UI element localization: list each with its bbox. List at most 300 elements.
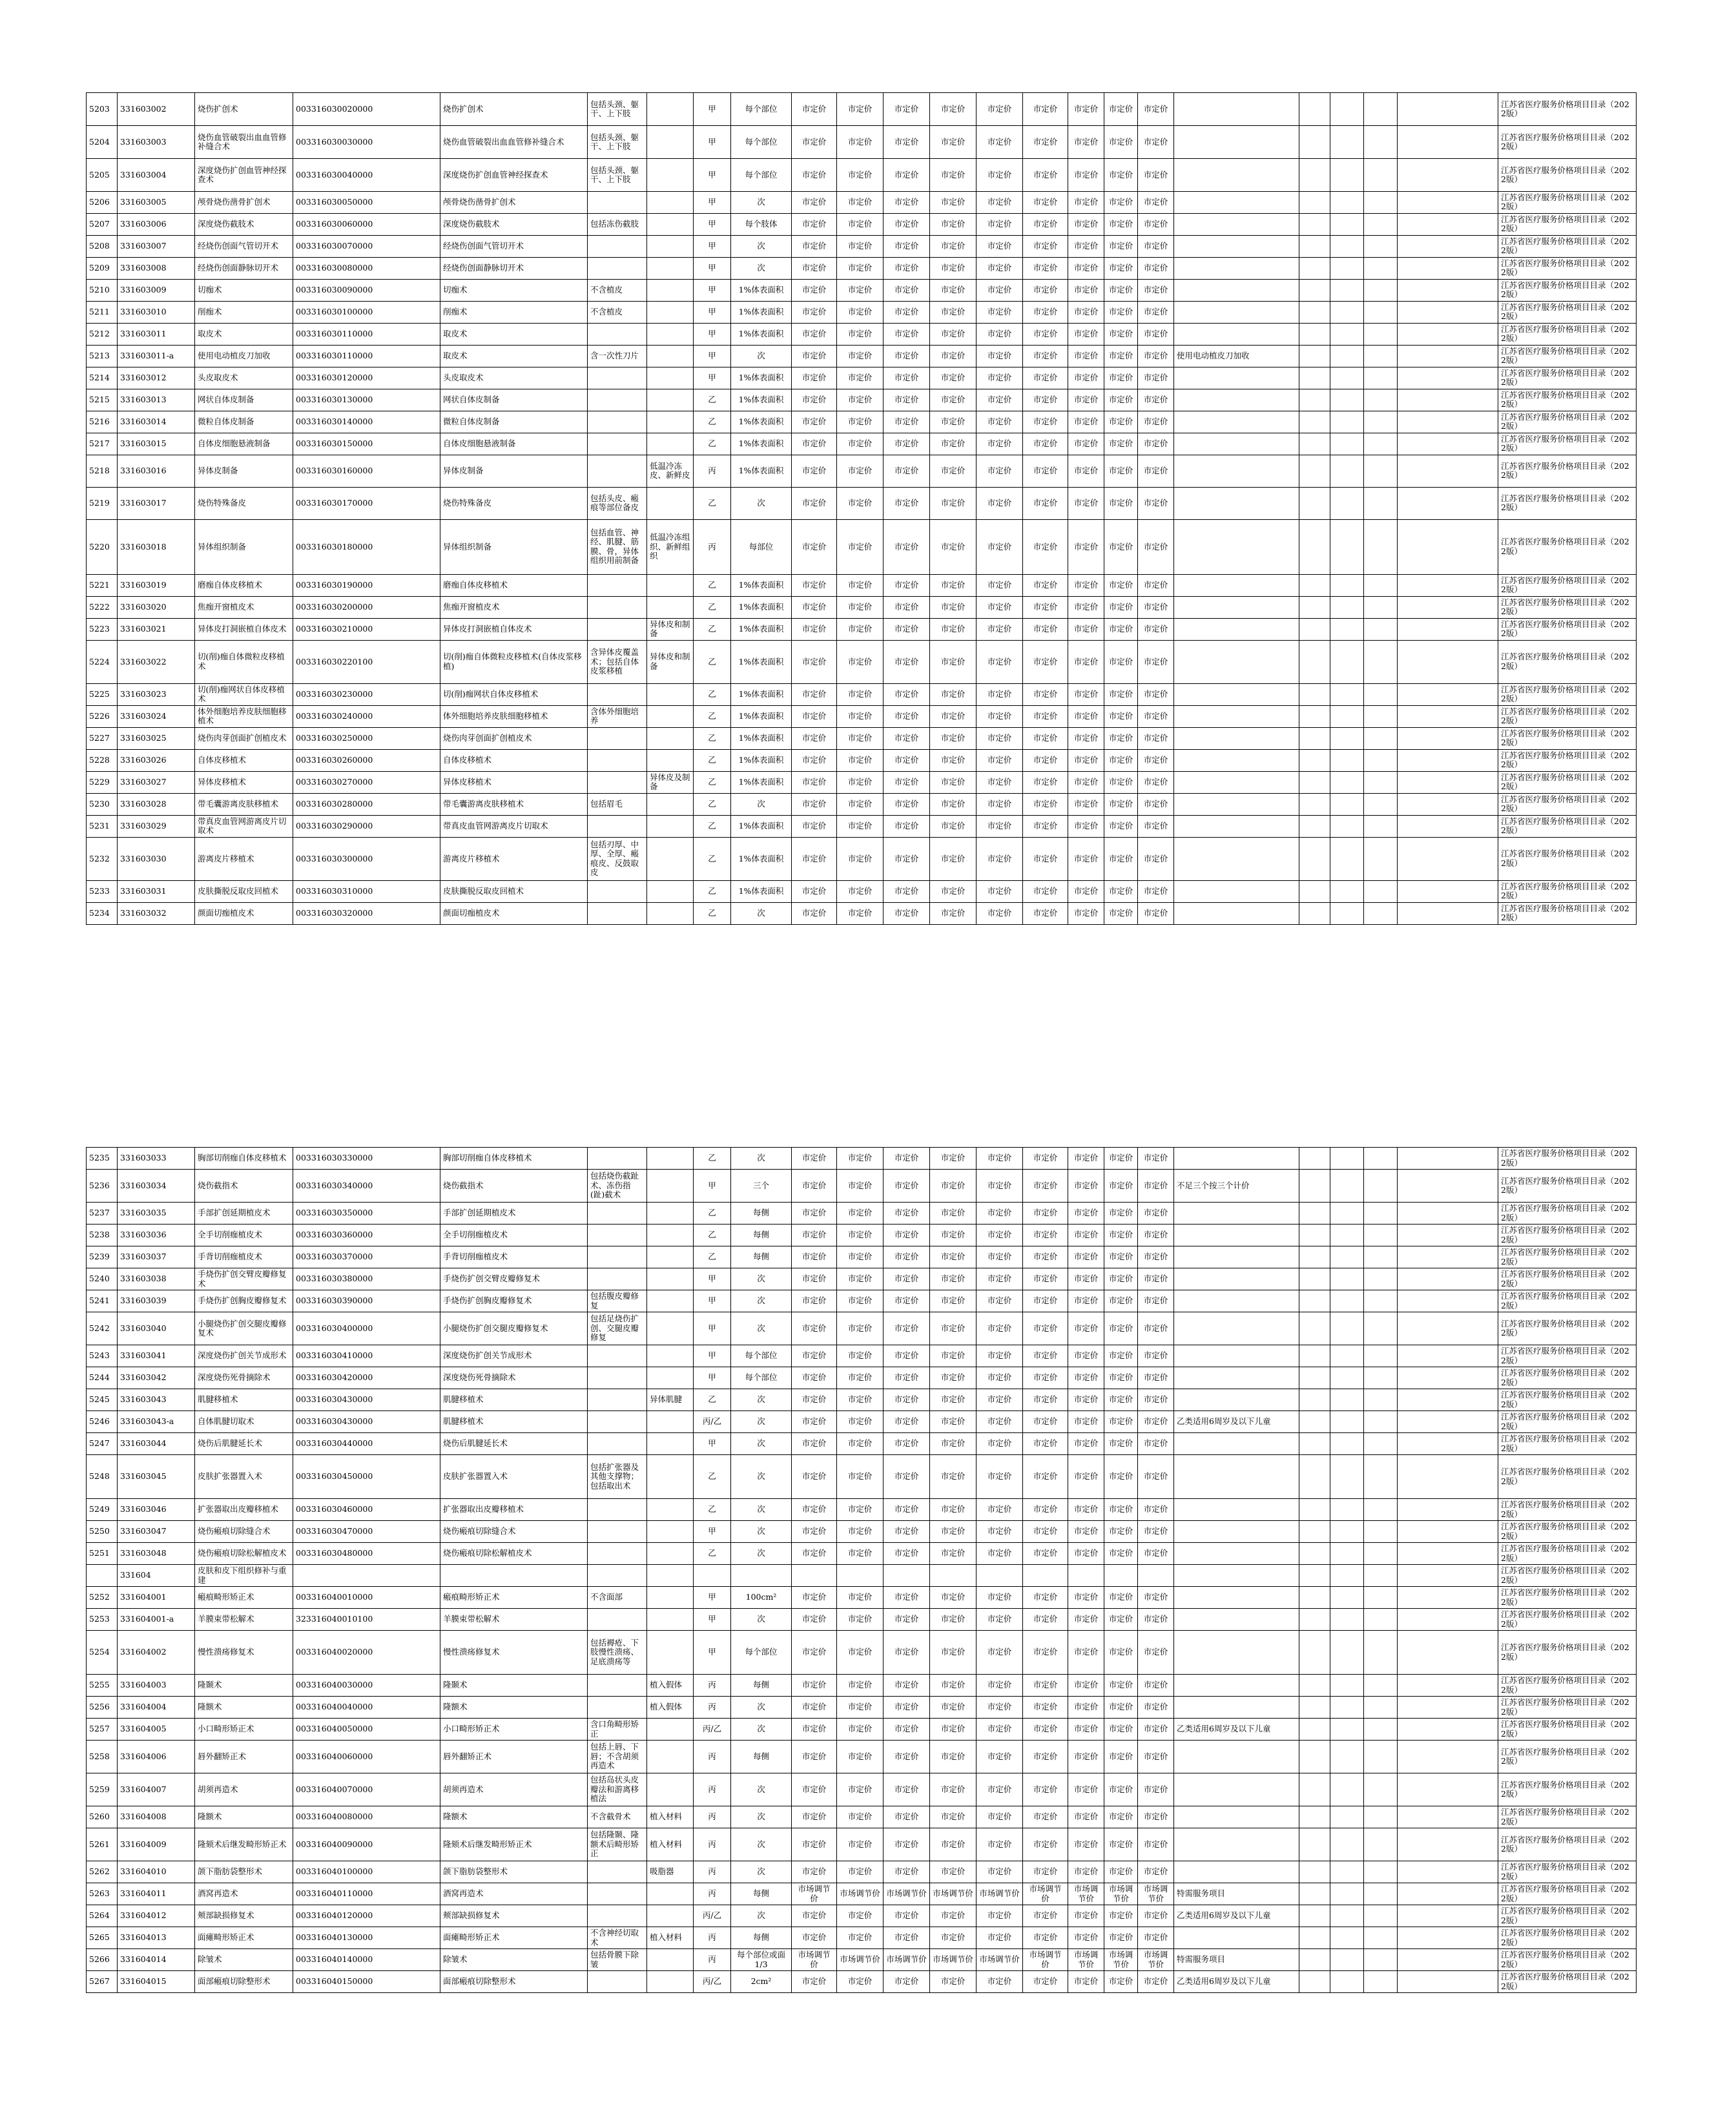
source-cell: 江苏省医疗服务价格项目目录（2022版） xyxy=(1498,880,1637,902)
table-row xyxy=(87,1741,1637,1773)
price-cell: 市定价 xyxy=(792,93,837,126)
item-name-15-cell: 慢性溃疡修复术 xyxy=(440,1631,588,1675)
note-cell xyxy=(1174,880,1299,902)
seq-cell: 5266 xyxy=(87,1949,118,1971)
unit-cell: 每个部位 xyxy=(731,159,792,192)
table-row xyxy=(87,1543,1637,1565)
item-name-cell: 烧伤血管破裂出血血管修补缝合术 xyxy=(195,126,293,159)
except-cell xyxy=(647,433,694,455)
price-cell: 市定价 xyxy=(884,705,930,727)
price-cell: 市定价 xyxy=(792,705,837,727)
note-cell xyxy=(1174,793,1299,815)
blank-cell xyxy=(1364,1828,1398,1861)
blank-cell xyxy=(1364,1587,1398,1609)
blank-cell xyxy=(1330,1389,1364,1411)
price-cell: 市定价 xyxy=(1068,1927,1104,1949)
item-name-15-cell: 切痂术 xyxy=(440,279,588,301)
price-cell: 市定价 xyxy=(976,640,1023,683)
price-cell: 市定价 xyxy=(792,411,837,433)
price-cell: 市定价 xyxy=(1138,1675,1174,1697)
price-cell: 市定价 xyxy=(792,596,837,618)
content-cell: 包括头颈、躯干、上下肢 xyxy=(588,159,647,192)
price-cell: 市定价 xyxy=(930,1861,976,1883)
price-cell: 市定价 xyxy=(884,837,930,880)
price-cell: 市定价 xyxy=(1023,1905,1068,1927)
note-cell xyxy=(1174,257,1299,279)
price-cell: 市定价 xyxy=(1023,1290,1068,1312)
blank-cell xyxy=(1364,1521,1398,1543)
price-cell: 市定价 xyxy=(1023,1587,1068,1609)
price-cell: 市定价 xyxy=(884,618,930,640)
category-cell: 甲 xyxy=(694,1367,731,1389)
price-cell: 市定价 xyxy=(792,815,837,837)
except-cell xyxy=(647,1312,694,1345)
blank-cell xyxy=(1364,880,1398,902)
price-cell: 市定价 xyxy=(792,345,837,367)
source-cell: 江苏省医疗服务价格项目目录（2022版） xyxy=(1498,279,1637,301)
content-cell xyxy=(588,1543,647,1565)
blank-cell xyxy=(1330,1773,1364,1806)
item-name-15-cell: 烧伤瘢痕切除松解植皮术 xyxy=(440,1543,588,1565)
code-cell: 331603039 xyxy=(118,1290,195,1312)
table-row xyxy=(87,793,1637,815)
price-cell: 市定价 xyxy=(1023,1773,1068,1806)
unit-cell: 次 xyxy=(731,1455,792,1499)
price-cell: 市定价 xyxy=(1104,126,1138,159)
table-row xyxy=(87,519,1637,574)
category-cell: 乙 xyxy=(694,793,731,815)
seq-cell: 5226 xyxy=(87,705,118,727)
content-cell: 不含植皮 xyxy=(588,279,647,301)
price-cell xyxy=(976,1565,1023,1587)
blank-cell xyxy=(1364,1861,1398,1883)
code-15-cell: 003316030050000 xyxy=(293,192,440,214)
price-cell: 市定价 xyxy=(792,433,837,455)
note-cell xyxy=(1174,902,1299,924)
blank-cell xyxy=(1398,1773,1498,1806)
category-cell: 乙 xyxy=(694,411,731,433)
code-cell: 331603003 xyxy=(118,126,195,159)
note-cell xyxy=(1174,1543,1299,1565)
blank-cell xyxy=(1364,1806,1398,1828)
content-cell: 包括褥疮、下肢慢性溃疡、足底溃疡等 xyxy=(588,1631,647,1675)
price-cell: 市定价 xyxy=(976,1312,1023,1345)
blank-cell xyxy=(1364,1927,1398,1949)
price-cell: 市定价 xyxy=(1068,596,1104,618)
seq-cell: 5242 xyxy=(87,1312,118,1345)
code-15-cell: 003316030340000 xyxy=(293,1170,440,1203)
table-row xyxy=(87,323,1637,345)
price-cell: 市场调节价 xyxy=(930,1883,976,1905)
price-cell: 市定价 xyxy=(1138,1806,1174,1828)
table-row xyxy=(87,257,1637,279)
item-name-cell: 皮肤和皮下组织修补与重建 xyxy=(195,1565,293,1587)
category-cell: 丙/乙 xyxy=(694,1719,731,1741)
item-name-cell: 体外细胞培养皮肤细胞移植术 xyxy=(195,705,293,727)
seq-cell: 5265 xyxy=(87,1927,118,1949)
price-cell: 市定价 xyxy=(1068,1170,1104,1203)
price-cell: 市定价 xyxy=(976,1433,1023,1455)
category-cell: 乙 xyxy=(694,1543,731,1565)
price-cell: 市定价 xyxy=(837,1224,884,1246)
item-name-15-cell: 烧伤截指术 xyxy=(440,1170,588,1203)
table-row xyxy=(87,1411,1637,1433)
source-cell: 江苏省医疗服务价格项目目录（2022版） xyxy=(1498,1971,1637,1993)
source-cell: 江苏省医疗服务价格项目目录（2022版） xyxy=(1498,640,1637,683)
category-cell: 丙 xyxy=(694,1861,731,1883)
code-15-cell: 003316040090000 xyxy=(293,1828,440,1861)
price-cell: 市定价 xyxy=(1138,1224,1174,1246)
item-name-15-cell: 面瘫畸形矫正术 xyxy=(440,1927,588,1949)
unit-cell: 次 xyxy=(731,793,792,815)
price-cell: 市定价 xyxy=(930,279,976,301)
item-name-cell: 手部扩创延期植皮术 xyxy=(195,1203,293,1224)
category-cell: 甲 xyxy=(694,1521,731,1543)
item-name-15-cell: 烧伤肉芽创面扩创植皮术 xyxy=(440,727,588,749)
price-cell: 市定价 xyxy=(930,1905,976,1927)
content-cell: 不含神经切取术 xyxy=(588,1927,647,1949)
blank-cell xyxy=(1330,1806,1364,1828)
price-cell: 市定价 xyxy=(837,1609,884,1631)
except-cell xyxy=(647,705,694,727)
category-cell: 丙 xyxy=(694,1773,731,1806)
content-cell xyxy=(588,683,647,705)
blank-cell xyxy=(1299,1345,1330,1367)
price-cell: 市定价 xyxy=(976,1290,1023,1312)
price-cell: 市定价 xyxy=(1023,902,1068,924)
price-cell: 市定价 xyxy=(884,126,930,159)
price-cell: 市定价 xyxy=(1104,93,1138,126)
price-cell: 市定价 xyxy=(976,815,1023,837)
price-cell: 市定价 xyxy=(1138,815,1174,837)
except-cell xyxy=(647,1949,694,1971)
item-name-15-cell: 异体组织制备 xyxy=(440,519,588,574)
item-name-cell: 肌腱移植术 xyxy=(195,1389,293,1411)
price-cell: 市定价 xyxy=(1138,345,1174,367)
price-cell: 市定价 xyxy=(930,705,976,727)
except-cell xyxy=(647,880,694,902)
blank-cell xyxy=(1398,1170,1498,1203)
blank-cell xyxy=(1330,323,1364,345)
price-cell: 市场调节价 xyxy=(1023,1949,1068,1971)
content-cell xyxy=(588,433,647,455)
seq-cell: 5247 xyxy=(87,1433,118,1455)
price-cell: 市定价 xyxy=(792,126,837,159)
category-cell: 乙 xyxy=(694,771,731,793)
note-cell xyxy=(1174,1675,1299,1697)
source-cell: 江苏省医疗服务价格项目目录（2022版） xyxy=(1498,1345,1637,1367)
price-cell: 市定价 xyxy=(976,323,1023,345)
code-cell: 331604011 xyxy=(118,1883,195,1905)
item-name-cell: 微粒自体皮制备 xyxy=(195,411,293,433)
price-cell: 市定价 xyxy=(930,1543,976,1565)
price-cell: 市定价 xyxy=(884,683,930,705)
category-cell: 甲 xyxy=(694,301,731,323)
code-15-cell: 003316040040000 xyxy=(293,1697,440,1719)
blank-cell xyxy=(1398,1587,1498,1609)
code-15-cell: 003316030060000 xyxy=(293,213,440,235)
code-cell: 331603045 xyxy=(118,1455,195,1499)
source-cell: 江苏省医疗服务价格项目目录（2022版） xyxy=(1498,519,1637,574)
price-cell: 市定价 xyxy=(884,1773,930,1806)
price-cell: 市定价 xyxy=(1104,1773,1138,1806)
price-cell: 市定价 xyxy=(1023,192,1068,214)
unit-cell: 次 xyxy=(731,1773,792,1806)
content-cell xyxy=(588,749,647,771)
seq-cell: 5224 xyxy=(87,640,118,683)
category-cell: 甲 xyxy=(694,323,731,345)
price-cell: 市定价 xyxy=(1068,455,1104,487)
price-cell: 市定价 xyxy=(976,1521,1023,1543)
price-cell: 市定价 xyxy=(1023,345,1068,367)
price-cell: 市场调节价 xyxy=(1104,1949,1138,1971)
note-cell xyxy=(1174,192,1299,214)
blank-cell xyxy=(1299,1675,1330,1697)
blank-cell xyxy=(1398,1312,1498,1345)
code-15-cell: 003316030100000 xyxy=(293,301,440,323)
content-cell: 含异体皮覆盖术；包括自体皮浆移植 xyxy=(588,640,647,683)
code-cell: 331603015 xyxy=(118,433,195,455)
code-cell: 331603024 xyxy=(118,705,195,727)
blank-cell xyxy=(1398,213,1498,235)
source-cell: 江苏省医疗服务价格项目目录（2022版） xyxy=(1498,618,1637,640)
seq-cell: 5221 xyxy=(87,574,118,596)
code-cell: 331603012 xyxy=(118,367,195,389)
note-cell xyxy=(1174,1367,1299,1389)
code-cell: 331604010 xyxy=(118,1861,195,1883)
price-cell: 市定价 xyxy=(1138,640,1174,683)
source-cell: 江苏省医疗服务价格项目目录（2022版） xyxy=(1498,1499,1637,1521)
price-cell: 市定价 xyxy=(884,433,930,455)
price-cell: 市定价 xyxy=(1023,159,1068,192)
price-cell: 市定价 xyxy=(976,1697,1023,1719)
note-cell xyxy=(1174,1389,1299,1411)
blank-cell xyxy=(1364,389,1398,411)
price-cell: 市定价 xyxy=(1104,1499,1138,1521)
seq-cell: 5204 xyxy=(87,126,118,159)
blank-cell xyxy=(1330,1224,1364,1246)
item-name-cell: 烧伤后肌腱延长术 xyxy=(195,1433,293,1455)
source-cell: 江苏省医疗服务价格项目目录（2022版） xyxy=(1498,1861,1637,1883)
except-cell xyxy=(647,367,694,389)
seq-cell: 5225 xyxy=(87,683,118,705)
price-cell: 市定价 xyxy=(1104,367,1138,389)
source-cell: 江苏省医疗服务价格项目目录（2022版） xyxy=(1498,1455,1637,1499)
code-cell: 331603034 xyxy=(118,1170,195,1203)
code-cell: 331603037 xyxy=(118,1246,195,1268)
note-cell xyxy=(1174,596,1299,618)
code-15-cell: 003316030380000 xyxy=(293,1268,440,1290)
price-cell: 市定价 xyxy=(792,455,837,487)
item-name-cell: 异体皮制备 xyxy=(195,455,293,487)
price-cell: 市定价 xyxy=(1068,640,1104,683)
price-cell: 市定价 xyxy=(1023,1697,1068,1719)
item-name-15-cell: 皮肤扩张器置入术 xyxy=(440,1455,588,1499)
category-cell: 乙 xyxy=(694,389,731,411)
item-name-cell: 颜面切痂植皮术 xyxy=(195,902,293,924)
price-cell: 市定价 xyxy=(1104,1224,1138,1246)
price-cell: 市场调节价 xyxy=(792,1949,837,1971)
price-cell xyxy=(1023,1565,1068,1587)
code-cell: 331604015 xyxy=(118,1971,195,1993)
except-cell xyxy=(647,487,694,519)
price-cell: 市定价 xyxy=(1068,192,1104,214)
blank-cell xyxy=(1364,902,1398,924)
unit-cell: 次 xyxy=(731,1697,792,1719)
price-cell: 市定价 xyxy=(1068,235,1104,257)
blank-cell xyxy=(1299,880,1330,902)
price-cell xyxy=(1104,1565,1138,1587)
category-cell: 甲 xyxy=(694,257,731,279)
unit-cell: 次 xyxy=(731,345,792,367)
price-cell: 市定价 xyxy=(976,902,1023,924)
note-cell xyxy=(1174,683,1299,705)
price-cell: 市定价 xyxy=(976,1268,1023,1290)
content-cell xyxy=(588,727,647,749)
code-15-cell: 003316030030000 xyxy=(293,126,440,159)
price-cell: 市定价 xyxy=(1023,683,1068,705)
except-cell xyxy=(647,1170,694,1203)
except-cell: 异体肌腱 xyxy=(647,1389,694,1411)
code-15-cell: 003316030320000 xyxy=(293,902,440,924)
source-cell: 江苏省医疗服务价格项目目录（2022版） xyxy=(1498,1411,1637,1433)
table-row xyxy=(87,880,1637,902)
item-name-cell: 皮肤撕脱反取皮回植术 xyxy=(195,880,293,902)
price-cell: 市定价 xyxy=(884,1455,930,1499)
price-cell xyxy=(930,1565,976,1587)
code-15-cell: 003316030170000 xyxy=(293,487,440,519)
price-cell: 市定价 xyxy=(1104,771,1138,793)
unit-cell: 次 xyxy=(731,192,792,214)
price-cell: 市定价 xyxy=(837,433,884,455)
code-15-cell: 003316030270000 xyxy=(293,771,440,793)
note-cell xyxy=(1174,389,1299,411)
blank-cell xyxy=(1299,1367,1330,1389)
blank-cell xyxy=(1364,367,1398,389)
item-name-cell: 羊膜束带松解术 xyxy=(195,1609,293,1631)
price-cell: 市定价 xyxy=(976,1367,1023,1389)
blank-cell xyxy=(1364,487,1398,519)
content-cell xyxy=(588,1675,647,1697)
price-cell: 市定价 xyxy=(792,902,837,924)
item-name-15-cell: 小口畸形矫正术 xyxy=(440,1719,588,1741)
price-cell: 市定价 xyxy=(792,1927,837,1949)
code-cell: 331604001 xyxy=(118,1587,195,1609)
blank-cell xyxy=(1330,411,1364,433)
category-cell: 丙 xyxy=(694,455,731,487)
price-cell: 市定价 xyxy=(976,213,1023,235)
source-cell: 江苏省医疗服务价格项目目录（2022版） xyxy=(1498,1631,1637,1675)
except-cell xyxy=(647,837,694,880)
item-name-cell: 烧伤肉芽创面扩创植皮术 xyxy=(195,727,293,749)
source-cell: 江苏省医疗服务价格项目目录（2022版） xyxy=(1498,1773,1637,1806)
price-cell: 市定价 xyxy=(1068,1411,1104,1433)
price-cell: 市场调节价 xyxy=(837,1883,884,1905)
note-cell xyxy=(1174,93,1299,126)
note-cell xyxy=(1174,279,1299,301)
blank-cell xyxy=(1364,519,1398,574)
price-cell: 市定价 xyxy=(792,1312,837,1345)
item-name-cell: 唇外翻矫正术 xyxy=(195,1741,293,1773)
content-cell: 包括上唇、下唇；不含胡须再造术 xyxy=(588,1741,647,1773)
item-name-cell: 慢性溃疡修复术 xyxy=(195,1631,293,1675)
price-cell: 市定价 xyxy=(1138,1290,1174,1312)
price-cell: 市定价 xyxy=(1023,1675,1068,1697)
blank-cell xyxy=(1299,837,1330,880)
price-cell: 市定价 xyxy=(1023,1389,1068,1411)
price-cell: 市场调节价 xyxy=(1068,1883,1104,1905)
blank-cell xyxy=(1398,1927,1498,1949)
item-name-cell: 小腿烧伤扩创交腿皮瓣修复术 xyxy=(195,1312,293,1345)
unit-cell: 100cm² xyxy=(731,1587,792,1609)
except-cell: 异体皮及制备 xyxy=(647,771,694,793)
price-cell: 市定价 xyxy=(1023,301,1068,323)
blank-cell xyxy=(1364,1697,1398,1719)
price-cell: 市定价 xyxy=(792,771,837,793)
blank-cell xyxy=(1299,1455,1330,1499)
price-cell: 市定价 xyxy=(930,323,976,345)
price-cell xyxy=(884,1565,930,1587)
price-cell: 市定价 xyxy=(837,1971,884,1993)
price-cell: 市定价 xyxy=(1023,1861,1068,1883)
price-cell: 市定价 xyxy=(884,1411,930,1433)
category-cell: 甲 xyxy=(694,345,731,367)
except-cell xyxy=(647,1883,694,1905)
blank-cell xyxy=(1299,1587,1330,1609)
price-cell: 市定价 xyxy=(976,301,1023,323)
code-cell: 331603002 xyxy=(118,93,195,126)
blank-cell xyxy=(1398,235,1498,257)
item-name-cell: 扩张器取出皮瓣移植术 xyxy=(195,1499,293,1521)
content-cell xyxy=(588,455,647,487)
price-cell: 市定价 xyxy=(1104,1861,1138,1883)
blank-cell xyxy=(1398,1949,1498,1971)
except-cell xyxy=(647,902,694,924)
seq-cell: 5261 xyxy=(87,1828,118,1861)
unit-cell: 次 xyxy=(731,1521,792,1543)
price-cell: 市定价 xyxy=(1104,1905,1138,1927)
item-name-cell: 颅骨烧伤凿骨扩创术 xyxy=(195,192,293,214)
price-cell: 市定价 xyxy=(1023,1631,1068,1675)
price-cell: 市定价 xyxy=(976,1345,1023,1367)
code-15-cell: 003316030260000 xyxy=(293,749,440,771)
price-cell: 市定价 xyxy=(1138,574,1174,596)
blank-cell xyxy=(1330,618,1364,640)
item-name-cell: 削痂术 xyxy=(195,301,293,323)
price-cell: 市场调节价 xyxy=(1023,1883,1068,1905)
price-cell: 市定价 xyxy=(837,1521,884,1543)
price-cell: 市定价 xyxy=(976,574,1023,596)
category-cell: 乙 xyxy=(694,1148,731,1170)
price-cell: 市定价 xyxy=(837,301,884,323)
price-cell: 市定价 xyxy=(930,837,976,880)
category-cell: 甲 xyxy=(694,1268,731,1290)
category-cell: 甲 xyxy=(694,1587,731,1609)
except-cell xyxy=(647,1433,694,1455)
price-cell: 市定价 xyxy=(1023,1741,1068,1773)
price-cell: 市定价 xyxy=(1138,837,1174,880)
blank-cell xyxy=(1398,683,1498,705)
note-cell xyxy=(1174,1927,1299,1949)
category-cell: 乙 xyxy=(694,1499,731,1521)
blank-cell xyxy=(1299,1543,1330,1565)
blank-cell xyxy=(1299,1148,1330,1170)
blank-cell xyxy=(1398,1675,1498,1697)
blank-cell xyxy=(1330,1905,1364,1927)
item-name-15-cell: 小腿烧伤扩创交腿皮瓣修复术 xyxy=(440,1312,588,1345)
source-cell: 江苏省医疗服务价格项目目录（2022版） xyxy=(1498,1433,1637,1455)
price-cell: 市定价 xyxy=(1104,618,1138,640)
